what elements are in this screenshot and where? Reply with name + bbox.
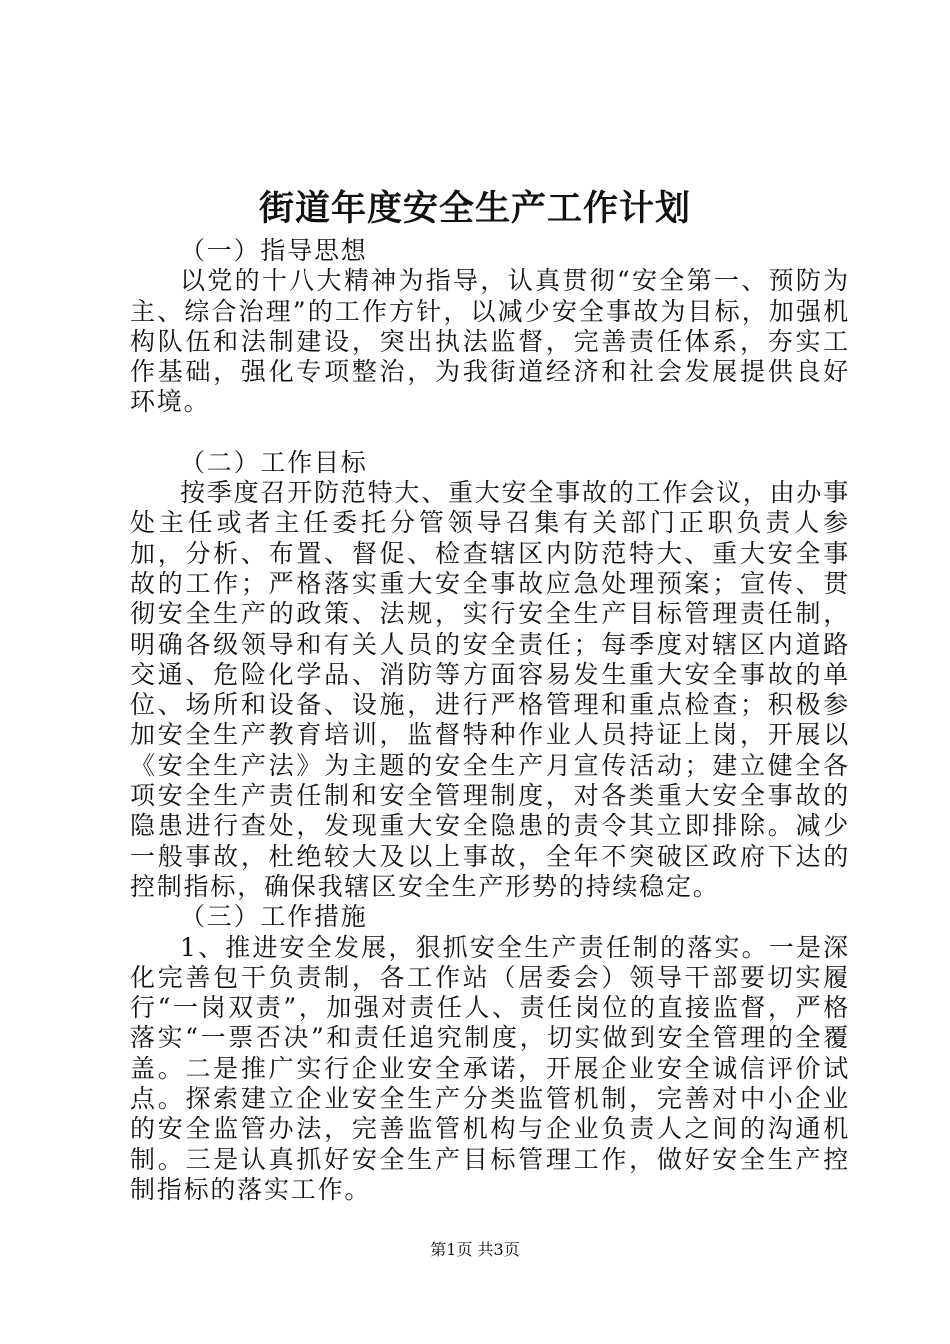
section-paragraph-work-measures: 1、推进安全发展，狠抓安全生产责任制的落实。一是深化完善包干负责制，各工作站（居委会）领导干部要切实履行“一岗双责”，加强对责任人、责任岗位的直接监督，严格落实“一票否决”和责任追究制度，切实做到安全管理的全覆盖。二是推广实行企业安全承诺，开展企业安全诚信评价试点。探索建立企业安全生产分类监管机制，完善对中小企业的安全监管办法，完善监管机构与企业负责人之间的沟通机制。三是认真抓好安全生产目标管理工作，做好安全生产控制指标的落实工作。: [130, 932, 850, 1204]
section-paragraph-work-goals: 按季度召开防范特大、重大安全事故的工作会议，由办事处主任或者主任委托分管领导召集有关部门正职负责人参加，分析、布置、督促、检查辖区内防范特大、重大安全事故的工作；严格落实重大安全事故应急处理预案；宣传、贯彻安全生产的政策、法规，实行安全生产目标管理责任制，明确各级领导和有关人员的安全责任；每季度对辖区内道路交通、危险化学品、消防等方面容易发生重大安全事故的单位、场所和设备、设施，进行严格管理和重点检查；积极参加安全生产教育培训，监督特种作业人员持证上岗，开展以《安全生产法》为主题的安全生产月宣传活动；建立健全各项安全生产责任制和安全管理制度，对各类重大安全事故的隐患进行查处，发现重大安全隐患的责令其立即排除。减少一般事故，杜绝较大及以上事故，全年不突破区政府下达的控制指标，确保我辖区安全生产形势的持续稳定。: [130, 478, 851, 901]
section-heading-work-goals: （二）工作目标: [180, 447, 368, 477]
document-title: 街道年度安全生产工作计划: [258, 188, 691, 229]
page-number-footer: 第1页 共3页: [430, 1240, 520, 1259]
section-heading-work-measures: （三）工作措施: [180, 902, 368, 932]
section-spacer: [130, 418, 850, 448]
section-heading-guiding-ideology: （一）指导思想: [180, 236, 368, 265]
document-body: [130, 236, 850, 1205]
section-paragraph-guiding-ideology: 以党的十八大精神为指导，认真贯彻“安全第一、预防为主、综合治理”的工作方针，以减少安全事故为目标，加强机构队伍和法制建设，突出执法监督，完善责任体系，夯实工作基础，强化专项整治，为我街道经济和社会发展提供良好环境。: [130, 266, 850, 417]
